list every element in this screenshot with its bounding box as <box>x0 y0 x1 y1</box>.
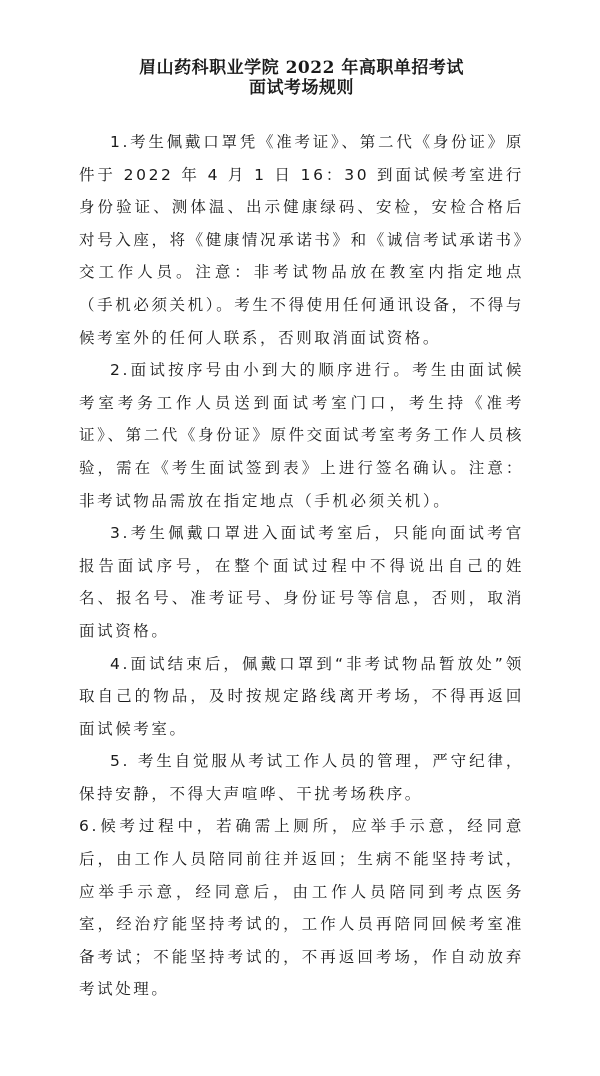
rule-paragraph-3: 3.考生佩戴口罩进入面试考室后，只能向面试考官报告面试序号，在整个面试过程中不得说出自己的姓名、报名号、准考证号、身份证号等信息，否则，取消面试资格。 <box>79 524 524 640</box>
title-line-1: 眉山药科职业学院 2022 年高职单招考试 <box>139 58 464 78</box>
rule-paragraph-6: 6.候考过程中，若确需上厕所，应举手示意，经同意后，由工作人员陪同前往并返回；生病不能坚持考试，应举手示意，经同意后，由工作人员陪同到考点医务室，经治疗能坚持考试的，工作人员再陪同回候考室准备考试；不能坚持考试的，不再返回考场，作自动放弃考试处理。 <box>79 817 524 999</box>
rule-paragraph-2: 2.面试按序号由小到大的顺序进行。考生由面试候考室考务工作人员送到面试考室门口，考生持《准考证》、第二代《身份证》原件交面试考室考务工作人员核验，需在《考生面试签到表》上进行签名确认。注意：非考试物品需放在指定地点（手机必须关机）。 <box>79 361 524 510</box>
rule-paragraph-4: 4.面试结束后，佩戴口罩到“非考试物品暂放处”领取自己的物品，及时按规定路线离开考场，不得再返回面试候考室。 <box>79 654 524 738</box>
rules-body <box>79 126 524 1006</box>
rule-paragraph-5: 5. 考生自觉服从考试工作人员的管理，严守纪律，保持安静，不得大声喧哗、干扰考场秩序。 <box>79 752 524 803</box>
title-line-2: 面试考场规则 <box>249 78 354 98</box>
rule-paragraph-1: 1.考生佩戴口罩凭《准考证》、第二代《身份证》原件于 2022 年 4 月 1 日 16：30 到面试候考室进行身份验证、测体温、出示健康绿码、安检，安检合格后对号入座，将《健康情况承诺书》和《诚信考试承诺书》交工作人员。注意：非考试物品放在教室内指定地点（手机必须关机）。考生不得使用任何通讯设备，不得与候考室外的任何人联系，否则取消面试资格。 <box>79 133 524 347</box>
document-title <box>79 58 524 98</box>
